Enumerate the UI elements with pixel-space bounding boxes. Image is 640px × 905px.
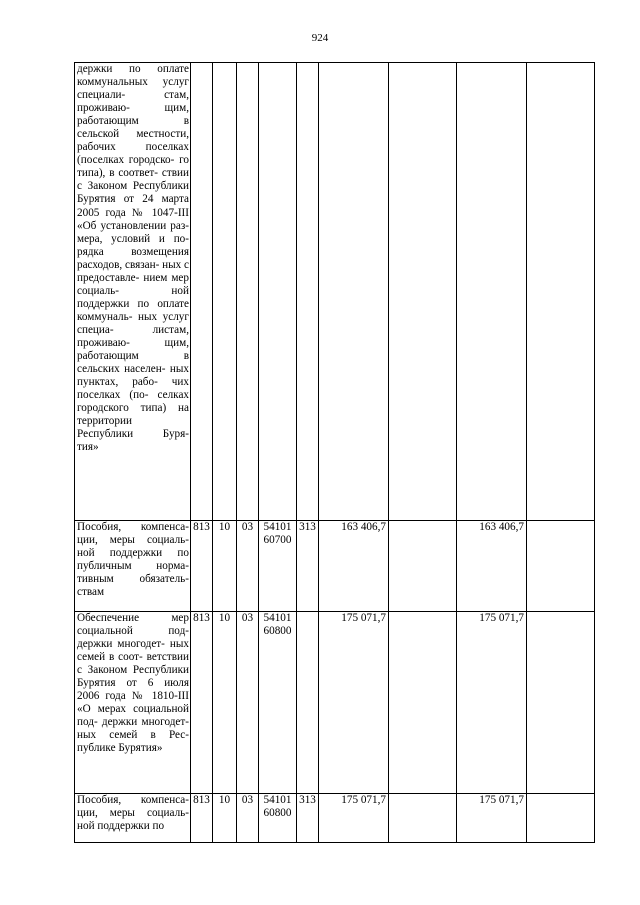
description-line: Пособия, компенса- <box>77 521 189 533</box>
cell-amount-3 <box>457 63 527 521</box>
description-line: публичным норма- <box>77 560 189 573</box>
cell-amount-1 <box>319 63 389 521</box>
description-line: № 1810-III «О мерах <box>77 690 189 716</box>
description-line: ции, меры социаль- <box>77 534 189 547</box>
cell-grbs: 813 <box>191 521 213 612</box>
description-line: оплате коммуналь- <box>77 297 190 323</box>
cell-csr: 54101 60700 <box>259 521 297 612</box>
cell-amount-4 <box>527 794 595 843</box>
cell-amount-1: 163 406,7 <box>319 521 389 612</box>
cell-amount-4 <box>527 612 595 794</box>
description-line: ной поддержки по <box>77 284 189 310</box>
cell-description <box>75 63 191 521</box>
cell-amount-1: 175 071,7 <box>319 612 389 794</box>
cell-vr <box>297 63 319 521</box>
description-line: ветствии с Законом <box>77 651 189 677</box>
description-line: ции, меры социаль- <box>77 807 189 820</box>
description-line: селках городского <box>77 389 190 415</box>
description-line: Обеспечение мер <box>77 612 189 624</box>
description-line: публике Бурятия» <box>77 742 163 755</box>
description-line: установлении раз- <box>100 219 190 232</box>
cell-amount-1: 175 071,7 <box>319 794 389 843</box>
description-line: социальной под- <box>77 625 189 638</box>
cell-description <box>75 794 191 843</box>
cell-csr: 54101 60800 <box>259 612 297 794</box>
description-line: листам, проживаю- <box>77 323 189 349</box>
cell-pr: 03 <box>237 794 259 843</box>
cell-amount-4 <box>527 63 595 521</box>
cell-grbs: 813 <box>191 612 213 794</box>
cell-rz <box>213 63 237 521</box>
description-line: коммунальных <box>77 76 148 89</box>
description-line: тия» <box>77 441 99 454</box>
description-line: щим, работающим в <box>77 102 189 128</box>
cell-amount-4 <box>527 521 595 612</box>
description-line: тивным обязатель- <box>77 573 189 586</box>
description-line: держки многодет- <box>101 716 190 729</box>
description-line: рабочих поселках <box>77 141 189 154</box>
cell-csr <box>259 63 297 521</box>
description-line: ных с предоставле- <box>77 258 189 284</box>
description-line: рядка возмещения <box>77 245 189 258</box>
description-line: стам, проживаю- <box>77 89 189 115</box>
description-line: социальной под- <box>77 703 190 729</box>
description-line: ствии с Законом <box>77 167 190 193</box>
cell-vr: 313 <box>297 794 319 843</box>
cell-description <box>75 612 191 794</box>
table-row <box>75 521 595 612</box>
description-line: сельской местности, <box>77 128 189 141</box>
cell-amount-2 <box>389 612 457 794</box>
description-line: от 24 марта 2005 <box>77 193 189 219</box>
description-line: ных услуг специа- <box>77 310 189 336</box>
description-line: услуг специали- <box>77 76 189 102</box>
description-line: держки многодет- <box>77 638 165 651</box>
table-row <box>75 794 595 843</box>
description-line: го типа), в соответ- <box>77 154 189 180</box>
description-line: нием мер социаль- <box>77 271 189 297</box>
description-line: ных пунктах, рабо- <box>77 363 189 389</box>
description-line: ной поддержки по <box>77 547 189 560</box>
cell-amount-3: 175 071,7 <box>457 794 527 843</box>
table-row <box>75 612 595 794</box>
description-line: Республики Бурятия <box>77 664 189 690</box>
description-line: Пособия, компенса- <box>77 794 189 806</box>
cell-amount-2 <box>389 63 457 521</box>
table-row <box>75 63 595 521</box>
description-line: ной поддержки по <box>77 820 165 833</box>
description-line: типа) на территории <box>77 402 189 428</box>
cell-grbs: 813 <box>191 794 213 843</box>
cell-rz: 10 <box>213 612 237 794</box>
description-line: ных семей в Рес- <box>77 729 189 742</box>
description-line: щим, работающим в <box>77 336 189 363</box>
description-line: ствам <box>77 586 105 599</box>
cell-description <box>75 521 191 612</box>
budget-table <box>74 62 595 843</box>
cell-pr: 03 <box>237 612 259 794</box>
description-line: (поселках городско- <box>77 154 175 167</box>
description-line: Республики Бурятия <box>77 180 189 206</box>
cell-vr <box>297 612 319 794</box>
description-line: мера, условий и по- <box>77 232 189 245</box>
cell-amount-2 <box>389 794 457 843</box>
description-line: года № 1047-III «Об <box>77 206 189 232</box>
description-line: Республики Буря- <box>77 428 189 441</box>
description-line: чих поселках (по- <box>77 376 189 402</box>
cell-csr: 54101 60800 <box>259 794 297 843</box>
description-line: ных семей в соот- <box>77 638 189 664</box>
cell-rz: 10 <box>213 521 237 612</box>
description-line: держки по оплате <box>77 63 189 75</box>
cell-amount-3: 175 071,7 <box>457 612 527 794</box>
cell-pr <box>237 63 259 521</box>
page-number: 924 <box>311 32 329 44</box>
description-line: сельских населен- <box>77 363 166 376</box>
cell-grbs <box>191 63 213 521</box>
cell-amount-3: 163 406,7 <box>457 521 527 612</box>
cell-amount-2 <box>389 521 457 612</box>
cell-pr: 03 <box>237 521 259 612</box>
cell-rz: 10 <box>213 794 237 843</box>
description-line: расходов, связан- <box>77 258 160 271</box>
description-line: от 6 июля 2006 года <box>77 677 189 703</box>
cell-vr: 313 <box>297 521 319 612</box>
